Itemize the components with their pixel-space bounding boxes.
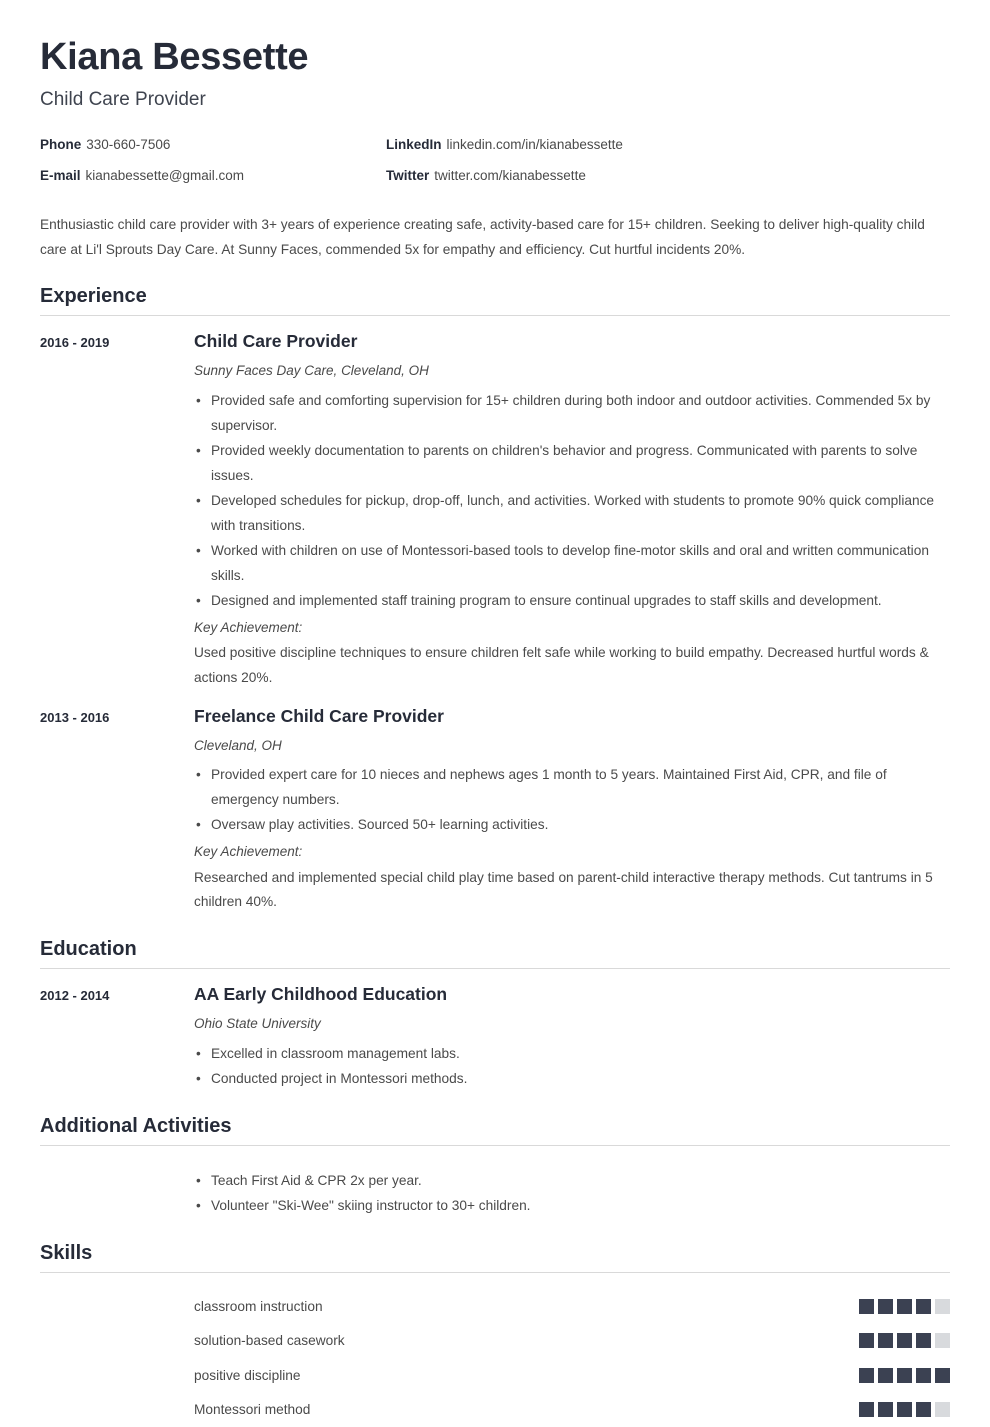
contact-value-phone: 330-660-7506	[86, 137, 171, 153]
skill-dot-filled	[878, 1368, 893, 1383]
contact-value-twitter[interactable]: twitter.com/kianabessette	[434, 168, 586, 184]
list-item: • Provided weekly documentation to parents on children's behavior and progress. Communicated with parents to solve issues.	[194, 439, 950, 489]
skill-name: positive discipline	[194, 1367, 301, 1383]
skill-name: classroom instruction	[194, 1298, 323, 1314]
skills-spacer	[40, 1289, 194, 1427]
entry-title: Child Care Provider	[194, 331, 358, 352]
skill-row	[194, 1323, 950, 1358]
contact-label-linkedin: LinkedIn	[386, 137, 442, 153]
entry-subtitle: Ohio State University	[194, 1016, 321, 1032]
contact-label-twitter: Twitter	[386, 168, 430, 184]
entry-dates: 2013 - 2016	[40, 709, 110, 725]
activities-bullet-list	[194, 1169, 950, 1219]
skill-level-meter	[859, 1402, 950, 1417]
skill-dot-empty	[935, 1333, 950, 1348]
entry-dates: 2016 - 2019	[40, 335, 110, 351]
entry-dates: 2012 - 2014	[40, 988, 110, 1004]
key-achievement-text: Used positive discipline techniques to ensure children felt safe while working to build empathy. Decreased hurtful words & actions 20%.	[194, 644, 929, 685]
activities-grid	[40, 1161, 950, 1219]
entry-subtitle: Cleveland, OH	[194, 737, 282, 753]
entry-title: Freelance Child Care Provider	[194, 705, 444, 726]
entry-bullet-list	[194, 763, 950, 838]
skill-row	[194, 1358, 950, 1393]
list-item: • Designed and implemented staff training program to ensure continual upgrades to staff skills and development.	[194, 589, 950, 614]
contact-item-linkedin[interactable]	[386, 135, 950, 155]
list-item: • Worked with children on use of Montessori-based tools to develop fine-motor skills and oral and written communication skills.	[194, 539, 950, 589]
contact-item-email[interactable]	[40, 166, 386, 186]
skill-dot-empty	[935, 1402, 950, 1417]
section-heading-skills: Skills	[40, 1241, 950, 1273]
section-experience	[40, 284, 950, 915]
skill-dot-filled	[897, 1368, 912, 1383]
section-education	[40, 937, 950, 1092]
skills-list	[194, 1289, 950, 1427]
skill-level-meter	[859, 1299, 950, 1314]
list-item: • Teach First Aid & CPR 2x per year.	[194, 1169, 950, 1194]
contact-label-email: E-mail	[40, 168, 81, 184]
entry-subtitle: Sunny Faces Day Care, Cleveland, OH	[194, 363, 429, 379]
entry-bullet-list	[194, 1042, 950, 1092]
skill-level-meter	[859, 1333, 950, 1348]
skill-dot-filled	[897, 1402, 912, 1417]
list-item: • Provided expert care for 10 nieces and nephews ages 1 month to 5 years. Maintained First Aid, CPR, and file of emergency numbers.	[194, 763, 950, 813]
candidate-name: Kiana Bessette	[40, 36, 309, 78]
skill-row	[194, 1289, 950, 1324]
list-item: • Developed schedules for pickup, drop-off, lunch, and activities. Worked with students to promote 90% quick compliance with transitions.	[194, 489, 950, 539]
candidate-job-title: Child Care Provider	[40, 88, 206, 110]
skill-name: Montessori method	[194, 1402, 311, 1418]
list-item: • Volunteer "Ski-Wee" skiing instructor to 30+ children.	[194, 1194, 950, 1219]
skill-dot-filled	[878, 1402, 893, 1417]
section-heading-additional-activities: Additional Activities	[40, 1114, 950, 1146]
list-item: • Excelled in classroom management labs.	[194, 1042, 950, 1067]
skill-level-meter	[859, 1368, 950, 1383]
key-achievement-label: Key Achievement:	[194, 844, 303, 860]
contact-label-phone: Phone	[40, 137, 82, 153]
skill-dot-filled	[878, 1299, 893, 1314]
key-achievement-text: Researched and implemented special child play time based on parent-child interactive therapy methods. Cut tantrums in 5 children 40%.	[194, 869, 933, 910]
contact-value-email[interactable]: kianabessette@gmail.com	[85, 168, 245, 184]
entry-body	[194, 706, 950, 916]
experience-entry	[40, 331, 950, 690]
contact-item-twitter[interactable]	[386, 166, 950, 186]
skill-dot-filled	[859, 1333, 874, 1348]
skill-dot-filled	[916, 1402, 931, 1417]
key-achievement-label: Key Achievement:	[194, 619, 303, 635]
entry-title: AA Early Childhood Education	[194, 984, 448, 1005]
entry-body	[194, 984, 950, 1092]
list-item: • Oversaw play activities. Sourced 50+ learning activities.	[194, 813, 950, 838]
skill-dot-filled	[897, 1299, 912, 1314]
skill-dot-filled	[878, 1333, 893, 1348]
entry-body	[194, 331, 950, 690]
skill-dot-filled	[859, 1402, 874, 1417]
skill-row	[194, 1392, 950, 1427]
skill-dot-filled	[859, 1299, 874, 1314]
list-item: • Conducted project in Montessori methods.	[194, 1067, 950, 1092]
professional-summary: Enthusiastic child care provider with 3+ years of experience creating safe, activity-based care for 15+ children. Seeking to deliver high-quality child care at Li'l Sprouts Day Care. At Sunny Faces, commended 5x for empathy and efficiency. Cut hurtful incidents 20%.	[40, 216, 925, 257]
skill-dot-filled	[859, 1368, 874, 1383]
skill-dot-filled	[916, 1333, 931, 1348]
experience-entry	[40, 706, 950, 916]
education-entry	[40, 984, 950, 1092]
contact-value-linkedin[interactable]: linkedin.com/in/kianabessette	[446, 137, 623, 153]
section-heading-experience: Experience	[40, 284, 950, 316]
skill-dot-empty	[935, 1299, 950, 1314]
contact-info-grid	[40, 135, 950, 185]
skill-dot-filled	[916, 1368, 931, 1383]
skill-dot-filled	[935, 1368, 950, 1383]
skill-dot-filled	[916, 1299, 931, 1314]
skill-name: solution-based casework	[194, 1333, 345, 1349]
resume-header	[40, 36, 950, 262]
section-heading-education: Education	[40, 937, 950, 969]
skill-dot-filled	[897, 1333, 912, 1348]
section-additional-activities	[40, 1114, 950, 1219]
contact-item-phone	[40, 135, 386, 155]
list-item: • Provided safe and comforting supervision for 15+ children during both indoor and outdoor activities. Commended 5x by supervisor.	[194, 389, 950, 439]
entry-bullet-list	[194, 389, 950, 613]
skills-grid	[40, 1289, 950, 1427]
activities-spacer	[40, 1161, 194, 1219]
section-skills	[40, 1241, 950, 1427]
